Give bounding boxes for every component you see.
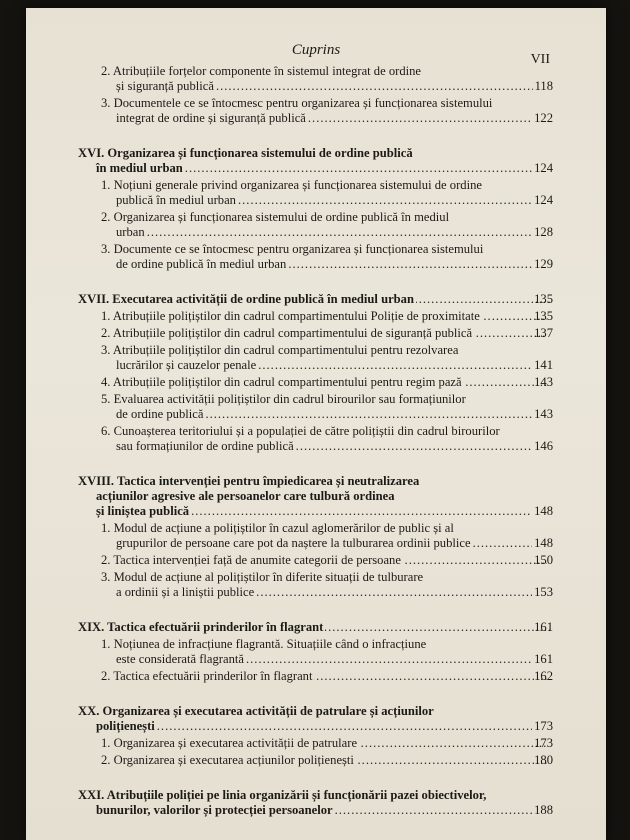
toc-chapter: [78, 292, 553, 307]
toc-page-number: 122: [534, 111, 553, 125]
toc-line: [101, 64, 553, 79]
toc-line: [101, 669, 553, 684]
toc-page-number: 162: [534, 669, 553, 683]
toc-line: [78, 292, 553, 307]
toc-entry-text: 1. Noțiuni generale privind organizarea și funcționarea sistemului de ordine: [101, 178, 482, 192]
running-title: Cuprins: [291, 42, 341, 58]
table-of-contents: [78, 64, 553, 820]
toc-chapter: [78, 474, 553, 519]
toc-subentry: [78, 424, 553, 454]
toc-line: [101, 439, 553, 454]
toc-page-number: 143: [534, 407, 553, 421]
toc-line: [78, 788, 553, 803]
toc-entry-text: de ordine publică în mediul urban: [116, 257, 287, 271]
toc-line: [101, 753, 553, 768]
dot-leader: [356, 753, 547, 768]
toc-line: [101, 309, 553, 324]
dot-leader: [314, 669, 547, 684]
toc-line: [101, 326, 553, 341]
dot-leader: [296, 439, 532, 454]
toc-subentry: [78, 375, 553, 390]
toc-entry-text: 2. Atribuțiile forțelor componente în sistemul integrat de ordine: [101, 64, 422, 78]
toc-page-number: 161: [534, 620, 553, 634]
toc-entry-text: XVIII. Tactica intervenției pentru împiedicarea și neutralizarea: [78, 474, 420, 488]
toc-entry-text: 3. Documente ce se întocmesc pentru organizarea și funcționarea sistemului: [101, 242, 484, 256]
toc-subentry: [78, 637, 553, 667]
toc-entry-text: 4. Atribuțiile polițiștilor din cadrul compartimentului pentru regim pază: [101, 375, 462, 389]
toc-entry-text: lucrărilor și cauzelor penale: [116, 358, 257, 372]
toc-page-number: 135: [534, 292, 553, 306]
toc-entry-text: este considerată flagrantă: [116, 652, 244, 666]
toc-line: [101, 392, 553, 407]
toc-entry-text: 2. Tactica efectuării prinderilor în flagrant: [101, 669, 313, 683]
toc-line: [101, 343, 553, 358]
toc-entry-text: sau formațiunilor de ordine publică: [116, 439, 294, 453]
toc-chapter: [78, 146, 553, 176]
toc-entry-text: de ordine publică: [116, 407, 204, 421]
dot-leader: [416, 292, 550, 307]
toc-entry-text: în mediul urban: [96, 161, 183, 175]
toc-entry-text: 1. Organizarea și executarea activității de patrulare: [101, 736, 358, 750]
toc-entry-text: a ordinii și a liniștii publice: [116, 585, 255, 599]
toc-line: [101, 178, 553, 193]
toc-chapter: [78, 704, 553, 734]
toc-subentry: [78, 242, 553, 272]
dot-leader: [403, 553, 547, 568]
toc-line: [78, 620, 553, 635]
toc-line: [101, 553, 553, 568]
toc-subentry: [78, 553, 553, 568]
toc-subentry: [78, 392, 553, 422]
toc-entry-text: și liniștea publică: [96, 504, 190, 518]
toc-subentry: [78, 326, 553, 341]
toc-page-number: 128: [534, 225, 553, 239]
toc-subentry: [78, 343, 553, 373]
book-page: [26, 8, 606, 840]
toc-line: [101, 407, 553, 422]
toc-page-number: 137: [534, 326, 553, 340]
toc-subentry: [78, 309, 553, 324]
toc-subentry: [78, 178, 553, 208]
toc-line: [101, 570, 553, 585]
toc-page-number: 129: [534, 257, 553, 271]
toc-subentry: [78, 753, 553, 768]
toc-entry-text: XX. Organizarea și executarea activității de patrulare și acțiunilor: [78, 704, 434, 718]
toc-page-number: 143: [534, 375, 553, 389]
toc-entry-text: acțiunilor agresive ale persoanelor care tulbură ordinea: [96, 489, 395, 503]
toc-line: [78, 161, 553, 176]
toc-line: [101, 375, 553, 390]
toc-page-number: 118: [534, 79, 553, 93]
toc-page-number: 135: [534, 309, 553, 323]
toc-subentry: [78, 210, 553, 240]
toc-entry-text: 5. Evaluarea activității polițiștilor din cadrul birourilor sau formațiunilor: [101, 392, 466, 406]
toc-line: [101, 652, 553, 667]
toc-entry-text: 1. Atribuțiile polițiștilor din cadrul compartimentului Poliție de proximitate: [101, 309, 480, 323]
dot-leader: [205, 407, 532, 422]
toc-line: [101, 536, 553, 551]
toc-line: [101, 193, 553, 208]
toc-entry-text: XIX. Tactica efectuării prinderilor în flagrant: [78, 620, 324, 634]
toc-page-number: 146: [534, 439, 553, 453]
toc-line: [101, 111, 553, 126]
dot-leader: [258, 358, 532, 373]
dot-leader: [325, 620, 550, 635]
dot-leader: [157, 719, 532, 734]
toc-line: [101, 242, 553, 257]
toc-page-number: 150: [534, 553, 553, 567]
dot-leader: [185, 161, 532, 176]
toc-chapter: [78, 620, 553, 635]
toc-page-number: 161: [534, 652, 553, 666]
dot-leader: [191, 504, 532, 519]
dot-leader: [473, 536, 533, 551]
toc-line: [101, 424, 553, 439]
toc-entry-text: publică în mediul urban: [116, 193, 236, 207]
toc-entry-text: XVII. Executarea activității de ordine publică în mediul urban: [78, 292, 414, 306]
toc-line: [101, 358, 553, 373]
toc-subentry: [78, 96, 553, 126]
toc-line: [101, 225, 553, 240]
toc-entry-text: XXI. Atribuțiile poliției pe linia organizării și funcționării pazei obiectivelor,: [78, 788, 487, 802]
dot-leader: [335, 803, 533, 818]
toc-page-number: 124: [534, 161, 553, 175]
toc-page-number: 141: [534, 358, 553, 372]
dot-leader: [246, 652, 532, 667]
toc-subentry: [78, 736, 553, 751]
toc-subentry: [78, 64, 553, 94]
toc-page-number: 173: [534, 719, 553, 733]
toc-entry-text: bunurilor, valorilor și protecției persoanelor: [96, 803, 333, 817]
toc-line: [78, 474, 553, 489]
dot-leader: [359, 736, 547, 751]
toc-page-number: 173: [534, 736, 553, 750]
toc-line: [101, 96, 553, 111]
toc-page-number: 148: [534, 504, 553, 518]
toc-line: [101, 210, 553, 225]
toc-line: [101, 585, 553, 600]
toc-line: [78, 803, 553, 818]
toc-entry-text: polițienești: [96, 719, 155, 733]
toc-entry-text: 2. Tactica intervenției față de anumite categorii de persoane: [101, 553, 401, 567]
toc-line: [101, 637, 553, 652]
toc-entry-text: 1. Noțiunea de infracțiune flagrantă. Situațiile când o infracțiune: [101, 637, 427, 651]
toc-entry-text: XVI. Organizarea și funcționarea sistemului de ordine publică: [78, 146, 413, 160]
dot-leader: [216, 79, 533, 94]
toc-chapter: [78, 788, 553, 818]
toc-page-number: 124: [534, 193, 553, 207]
toc-entry-text: 6. Cunoașterea teritoriului și a populației de către polițiștii din cadrul birourilor: [101, 424, 500, 438]
page-number: VII: [530, 52, 550, 67]
toc-entry-text: 1. Modul de acțiune a polițiștilor în cazul aglomerărilor de public și al: [101, 521, 454, 535]
dot-leader: [147, 225, 532, 240]
toc-subentry: [78, 570, 553, 600]
toc-line: [78, 146, 553, 161]
toc-entry-text: integrat de ordine și siguranță publică: [116, 111, 306, 125]
toc-line: [78, 489, 553, 504]
toc-line: [101, 257, 553, 272]
dot-leader: [238, 193, 532, 208]
toc-entry-text: 2. Atribuțiile polițiștilor din cadrul compartimentului de siguranță publică: [101, 326, 473, 340]
toc-entry-text: grupurilor de persoane care pot da naștere la tulburarea ordinii publice: [116, 536, 471, 550]
toc-line: [101, 79, 553, 94]
toc-entry-text: 3. Atribuțiile polițiștilor din cadrul compartimentului pentru rezolvarea: [101, 343, 459, 357]
toc-page-number: 188: [534, 803, 553, 817]
toc-subentry: [78, 669, 553, 684]
toc-line: [101, 521, 553, 536]
toc-entry-text: și siguranță publică: [116, 79, 214, 93]
toc-entry-text: 3. Documentele ce se întocmesc pentru organizarea și funcționarea sistemului: [101, 96, 493, 110]
toc-entry-text: 2. Organizarea și funcționarea sistemului de ordine publică în mediul: [101, 210, 450, 224]
dot-leader: [256, 585, 532, 600]
toc-entry-text: 3. Modul de acțiune al polițiștilor în diferite situații de tulburare: [101, 570, 424, 584]
toc-line: [78, 504, 553, 519]
toc-line: [78, 704, 553, 719]
toc-entry-text: urban: [116, 225, 145, 239]
toc-subentry: [78, 521, 553, 551]
toc-page-number: 148: [534, 536, 553, 550]
dot-leader: [308, 111, 532, 126]
toc-line: [101, 736, 553, 751]
toc-page-number: 153: [534, 585, 553, 599]
toc-entry-text: 2. Organizarea și executarea acțiunilor polițienești: [101, 753, 354, 767]
toc-page-number: 180: [534, 753, 553, 767]
dot-leader: [288, 257, 532, 272]
toc-line: [78, 719, 553, 734]
